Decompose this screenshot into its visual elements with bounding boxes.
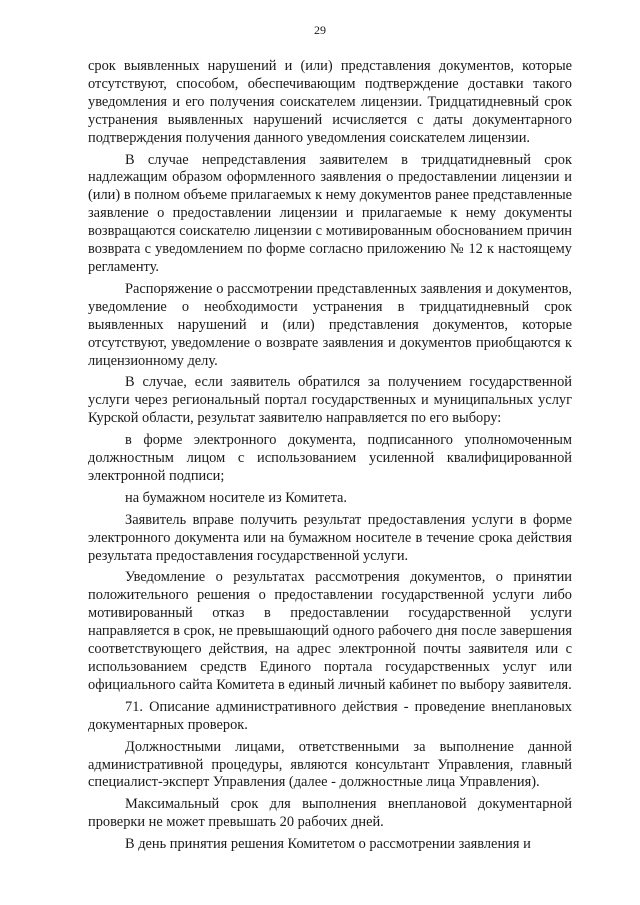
paragraph: в форме электронного документа, подписанного уполномоченным должностным лицом с использованием усиленной квалифицированной электронной подписи; xyxy=(88,432,572,484)
paragraph: 71. Описание административного действия - проведение внеплановых документарных проверок. xyxy=(88,698,572,733)
paragraph: Заявитель вправе получить результат предоставления услуги в форме электронного документа или на бумажном носителе в течение срока действия результата предоставления государственной услуги. xyxy=(88,511,572,564)
paragraph: срок выявленных нарушений и (или) представления документов, которые отсутствуют, способом, обеспечивающим подтверждение доставки такого уведомления и его получения соискателем лицензии. Тридцатидневный срок устранения выявленных нарушений исчисляется с даты документарного подтверждения получения данного уведомления соискателем лицензии. xyxy=(88,58,572,146)
paragraph: В случае непредставления заявителем в тридцатидневный срок надлежащим образом оформленного заявления о предоставлении лицензии и (или) в полном объеме прилагаемых к нему документов ранее представленные заявление о предоставлении лицензии и прилагаемые к нему документы возвращаются соискателю лицензии с мотивированным обоснованием причин возврата с уведомлением по форме согласно приложению № 12 к настоящему регламенту. xyxy=(88,151,572,275)
paragraph: В день принятия решения Комитетом о рассмотрении заявления и xyxy=(125,836,531,853)
page-number: 29 xyxy=(314,23,326,37)
paragraph: Распоряжение о рассмотрении представленных заявления и документов, уведомление о необходимости устранения в тридцатидневный срок выявленных нарушений и (или) представления документов, которые отсутствуют, уведомление о возврате заявления и документов приобщаются к лицензионному делу. xyxy=(88,280,572,369)
paragraph: Максимальный срок для выполнения внеплановой документарной проверки не может превышать 20 рабочих дней. xyxy=(88,796,572,831)
paragraph: Уведомление о результатах рассмотрения документов, о принятии положительного решения о предоставлении государственной услуги либо мотивированный отказ в предоставлении государственной услуги направляется в срок, не превышающий одного рабочего дня после завершения соответствующего действия, на адрес электронной почты заявителя или с использованием средств Единого портала государственных услуг или официального сайта Комитета в единый личный кабинет по выбору заявителя. xyxy=(88,569,572,693)
document-body xyxy=(88,58,572,858)
paragraph: В случае, если заявитель обратился за получением государственной услуги через региональный портал государственных и муниципальных услуг Курской области, результат заявителю направляется по его выбору: xyxy=(88,374,572,427)
paragraph: на бумажном носителе из Комитета. xyxy=(125,489,348,506)
paragraph: Должностными лицами, ответственными за выполнение данной административной процедуры, являются консультант Управления, главный специалист-эксперт Управления (далее - должностные лица Управления). xyxy=(88,738,572,791)
